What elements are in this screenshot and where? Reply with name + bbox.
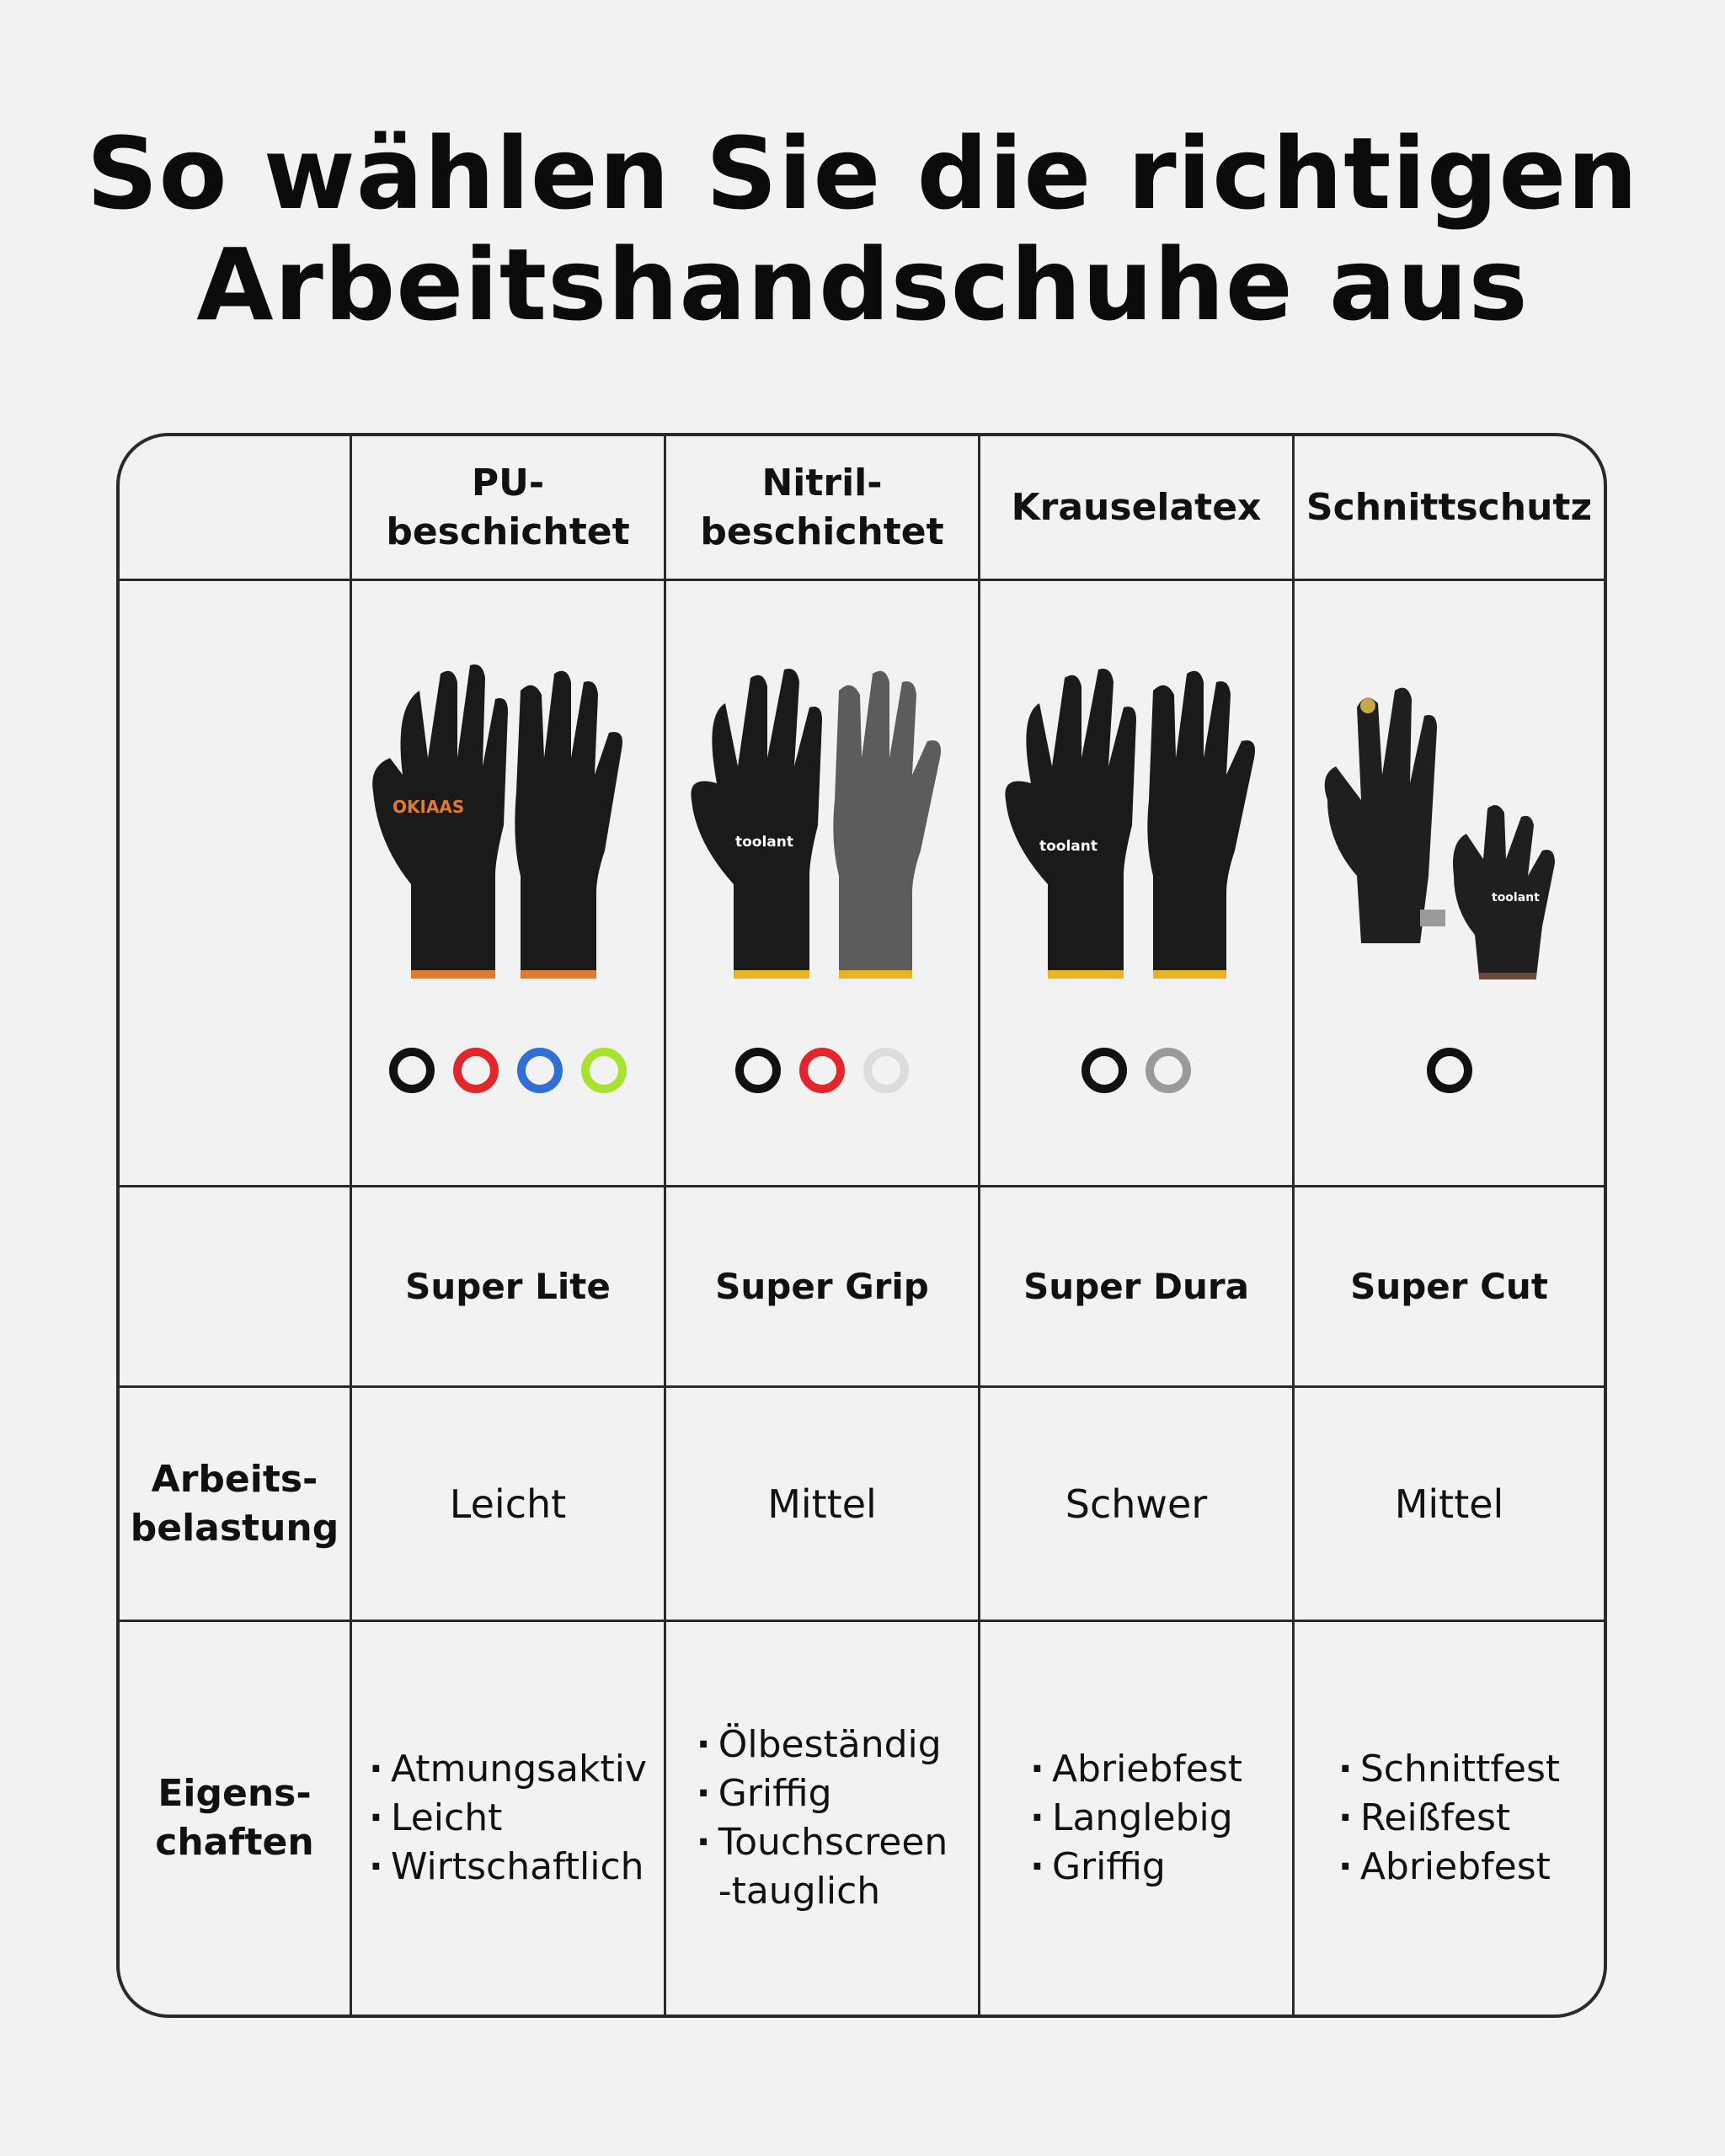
load-krauselatex: Schwer <box>980 1388 1295 1622</box>
image-cell-nitril <box>666 581 980 1187</box>
image-cell-schnittschutz <box>1295 581 1604 1187</box>
swatch-white <box>863 1048 909 1093</box>
row-label-load-line1: Arbeits- <box>151 1457 318 1501</box>
model-super-lite: Super Lite <box>352 1187 666 1388</box>
properties-schnittschutz <box>1295 1622 1604 2015</box>
comparison-table <box>116 433 1607 2018</box>
property-item: · Schnittfest <box>1338 1745 1560 1794</box>
property-item: · Ölbeständig <box>697 1721 948 1769</box>
title-line-2: Arbeitshandschuhe aus <box>196 227 1529 343</box>
load-pu: Leicht <box>352 1388 666 1622</box>
property-item-continuation: -tauglich <box>718 1870 881 1913</box>
swatch-black <box>389 1048 435 1093</box>
corner-cell <box>120 436 352 581</box>
header-nitril <box>666 436 980 581</box>
row-label-load-line2: belastung <box>130 1506 339 1550</box>
property-item: · Touchscreen <box>697 1818 948 1867</box>
swatch-green <box>581 1048 627 1093</box>
model-row-label <box>120 1187 352 1388</box>
property-item: · Abriebfest <box>1030 1745 1242 1794</box>
header-nitril-line2: beschichtet <box>700 510 944 553</box>
header-pu <box>352 436 666 581</box>
property-item: · Langlebig <box>1030 1794 1242 1843</box>
toolant-logo-text: toolant <box>1039 838 1098 855</box>
load-nitril: Mittel <box>666 1388 980 1622</box>
page-title <box>0 115 1725 343</box>
row-label-arbeitsbelastung <box>120 1388 352 1622</box>
image-cell-krauselatex <box>980 581 1295 1187</box>
properties-krauselatex <box>980 1622 1295 2015</box>
model-super-cut: Super Cut <box>1295 1187 1604 1388</box>
header-schnittschutz-label: Schnittschutz <box>1306 485 1593 529</box>
header-pu-line2: beschichtet <box>386 510 630 553</box>
property-item: · Wirtschaftlich <box>369 1843 647 1892</box>
properties-nitril <box>666 1622 980 2015</box>
property-item: · Abriebfest <box>1338 1843 1560 1892</box>
swatch-blue <box>517 1048 563 1093</box>
property-item: · Griffig <box>697 1769 948 1818</box>
okiaas-logo-text: OKIAAS <box>393 797 465 817</box>
header-krauselatex-label: Krauselatex <box>1011 485 1262 529</box>
swatch-red <box>453 1048 499 1093</box>
load-schnittschutz: Mittel <box>1295 1388 1604 1622</box>
header-nitril-line1: Nitril- <box>761 461 883 504</box>
image-row-label <box>120 581 352 1187</box>
row-label-props-line2: chaften <box>155 1821 314 1864</box>
image-cell-pu <box>352 581 666 1187</box>
title-line-1: So wählen Sie die richtigen <box>86 115 1639 232</box>
row-label-props-line1: Eigens- <box>158 1772 312 1815</box>
property-item: · Leicht <box>369 1794 647 1843</box>
toolant-logo-text: toolant <box>1491 891 1540 905</box>
property-item: · Griffig <box>1030 1843 1242 1892</box>
model-super-grip: Super Grip <box>666 1187 980 1388</box>
nitril-gloves-image <box>683 657 961 994</box>
property-item: · Atmungsaktiv <box>369 1745 647 1794</box>
model-super-dura: Super Dura <box>980 1187 1295 1388</box>
swatch-black <box>735 1048 781 1093</box>
properties-pu <box>352 1622 666 2015</box>
krauselatex-gloves-image <box>997 657 1275 994</box>
property-item: · Reißfest <box>1338 1794 1560 1843</box>
toolant-logo-text: toolant <box>735 834 794 851</box>
header-pu-line1: PU- <box>471 461 545 504</box>
color-swatches-pu <box>389 1048 627 1093</box>
color-swatches-nitril <box>735 1048 909 1093</box>
row-label-eigenschaften <box>120 1622 352 2015</box>
swatch-black <box>1427 1048 1472 1093</box>
header-schnittschutz <box>1295 436 1604 581</box>
swatch-black <box>1081 1048 1127 1093</box>
swatch-gray <box>1146 1048 1191 1093</box>
swatch-red <box>799 1048 845 1093</box>
header-krauselatex <box>980 436 1295 581</box>
color-swatches-krauselatex <box>1081 1048 1191 1093</box>
pu-gloves-image <box>369 657 647 994</box>
schnittschutz-gloves-image <box>1311 657 1589 994</box>
color-swatches-schnittschutz <box>1427 1048 1472 1093</box>
